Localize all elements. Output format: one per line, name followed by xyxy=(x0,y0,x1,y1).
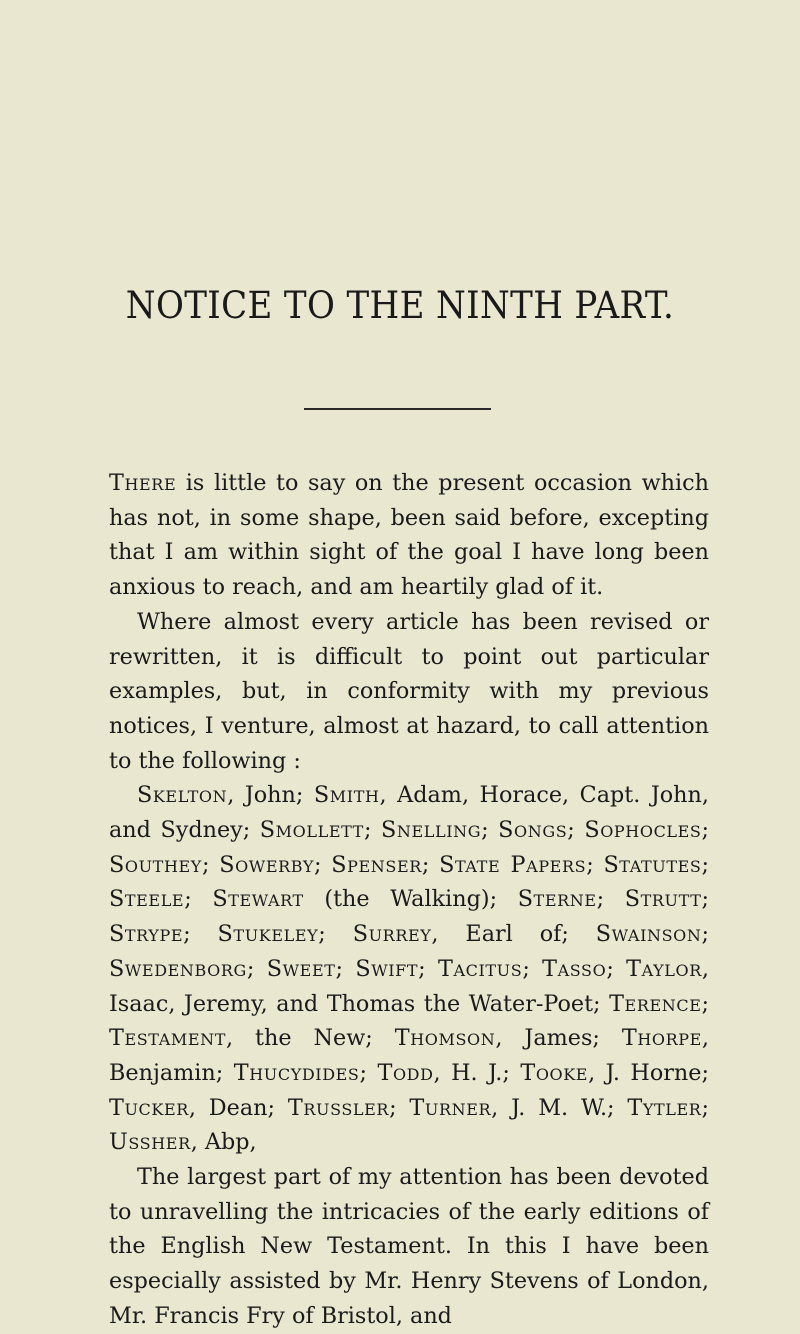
entry-detail: ; xyxy=(314,851,332,878)
entry-name: Sweet xyxy=(266,955,336,982)
paragraph-2: Where almost every article has been revised or rewritten, it is difficult to point out particular examples, but, in conformity with my previous notices, I venture, almost at hazard, to call attention to the following : xyxy=(109,608,709,774)
entry-detail: ; xyxy=(184,886,213,913)
entry-detail: , J. Horne; xyxy=(588,1059,709,1086)
entry-name: Songs xyxy=(498,817,568,844)
entry-detail: , Abp, xyxy=(190,1129,257,1156)
entry-detail: ; xyxy=(246,955,267,982)
entry-detail: , the New; xyxy=(226,1025,395,1052)
entry-detail: ; xyxy=(201,851,220,878)
entry-name: Tasso xyxy=(542,955,607,982)
entry-detail: , J. M. W.; xyxy=(491,1094,628,1121)
entry-name: Thucydides xyxy=(233,1059,360,1086)
entry-name: Todd xyxy=(377,1059,434,1086)
entry-name: Sterne xyxy=(517,886,597,913)
entry-detail: ; xyxy=(418,955,438,982)
entry-detail: (the Walking); xyxy=(303,886,518,913)
entry-name: Turner xyxy=(409,1094,492,1121)
entry-name: Skelton xyxy=(137,782,228,809)
paragraph-3-entries xyxy=(109,778,709,1160)
entry-detail: , H. J.; xyxy=(433,1059,521,1086)
entry-detail: ; xyxy=(522,955,543,982)
entry-name: Swainson xyxy=(595,921,702,948)
entry-detail: ; xyxy=(701,921,709,948)
entry-name: Trussler xyxy=(287,1094,390,1121)
entry-detail: , John; xyxy=(227,782,314,809)
notice-body xyxy=(109,466,709,1334)
entry-name: Taylor xyxy=(626,955,702,982)
page-title: NOTICE TO THE NINTH PART. xyxy=(125,284,675,327)
entry-name: Sowerby xyxy=(219,851,315,878)
entry-name: Terence xyxy=(609,990,702,1017)
entry-name: Tooke xyxy=(520,1059,589,1086)
entry-detail: ; xyxy=(596,886,625,913)
entry-name: Steele xyxy=(109,886,185,913)
paragraph-1-text: is little to say on the present occasion which has not, in some shape, been said before, excepting that I am within sight of the goal I have long been anxious to reach, and am heartily glad of it. xyxy=(109,470,709,601)
entry-name: Strype xyxy=(109,921,184,948)
entry-name: Smollett xyxy=(259,817,364,844)
entry-detail: , James; xyxy=(495,1025,622,1052)
entry-detail: , Isaac, Jeremy, and Thomas the Water-Poet; xyxy=(109,955,709,1017)
entry-name: Tacitus xyxy=(438,955,523,982)
entry-detail: ; xyxy=(318,921,353,948)
entry-name: Stewart xyxy=(212,886,304,913)
entry-name: Tucker xyxy=(109,1094,189,1121)
entry-name: Ussher xyxy=(109,1129,191,1156)
entry-detail: ; xyxy=(586,851,604,878)
entry-detail: , Dean; xyxy=(188,1094,288,1121)
entry-detail: ; xyxy=(421,851,440,878)
lead-word: There xyxy=(109,470,177,496)
entry-name: Swedenborg xyxy=(109,955,247,982)
entry-detail: ; xyxy=(389,1094,410,1121)
entry-name: Southey xyxy=(109,851,202,878)
entry-detail: ; xyxy=(481,817,499,844)
entry-name: Smith xyxy=(313,782,380,809)
entry-detail: , Adam, Horace, Capt. John, and Sydney; xyxy=(109,782,709,844)
entry-name: Stukeley xyxy=(217,921,319,948)
entry-name: Thomson xyxy=(394,1025,496,1052)
entry-detail: ; xyxy=(701,1094,709,1121)
entry-detail: ; xyxy=(567,817,585,844)
entry-name: Statutes xyxy=(603,851,702,878)
entry-name: Testament xyxy=(109,1025,226,1052)
entry-name: Thorpe xyxy=(621,1025,702,1052)
entry-detail: ; xyxy=(335,955,356,982)
entry-detail: , Earl of; xyxy=(431,921,596,948)
entry-name: Surrey xyxy=(352,921,432,948)
entry-name: Strutt xyxy=(624,886,702,913)
entry-name: Swift xyxy=(355,955,419,982)
entry-detail: ; xyxy=(701,817,709,844)
entry-detail: ; xyxy=(183,921,218,948)
entry-name: Sophocles xyxy=(584,817,702,844)
entry-detail: , Benjamin; xyxy=(109,1025,709,1086)
entry-name: Spenser xyxy=(331,851,422,878)
paragraph-1 xyxy=(109,466,709,605)
entry-detail: ; xyxy=(606,955,627,982)
entry-detail: ; xyxy=(359,1059,378,1086)
title-rule xyxy=(304,408,491,410)
entry-detail: ; xyxy=(363,817,381,844)
entry-detail: ; xyxy=(701,990,709,1017)
entry-name: State Papers xyxy=(439,851,587,878)
entry-name: Tytler xyxy=(627,1094,702,1121)
entry-detail: ; xyxy=(701,886,709,913)
entry-detail: ; xyxy=(701,851,709,878)
paragraph-4: The largest part of my attention has been devoted to unravelling the intricacies of the early editions of the English New Testament. In this I have been especially assisted by Mr. Henry Stevens of London, Mr. Francis Fry of Bristol, and xyxy=(109,1164,709,1329)
entry-name: Snelling xyxy=(381,817,482,844)
